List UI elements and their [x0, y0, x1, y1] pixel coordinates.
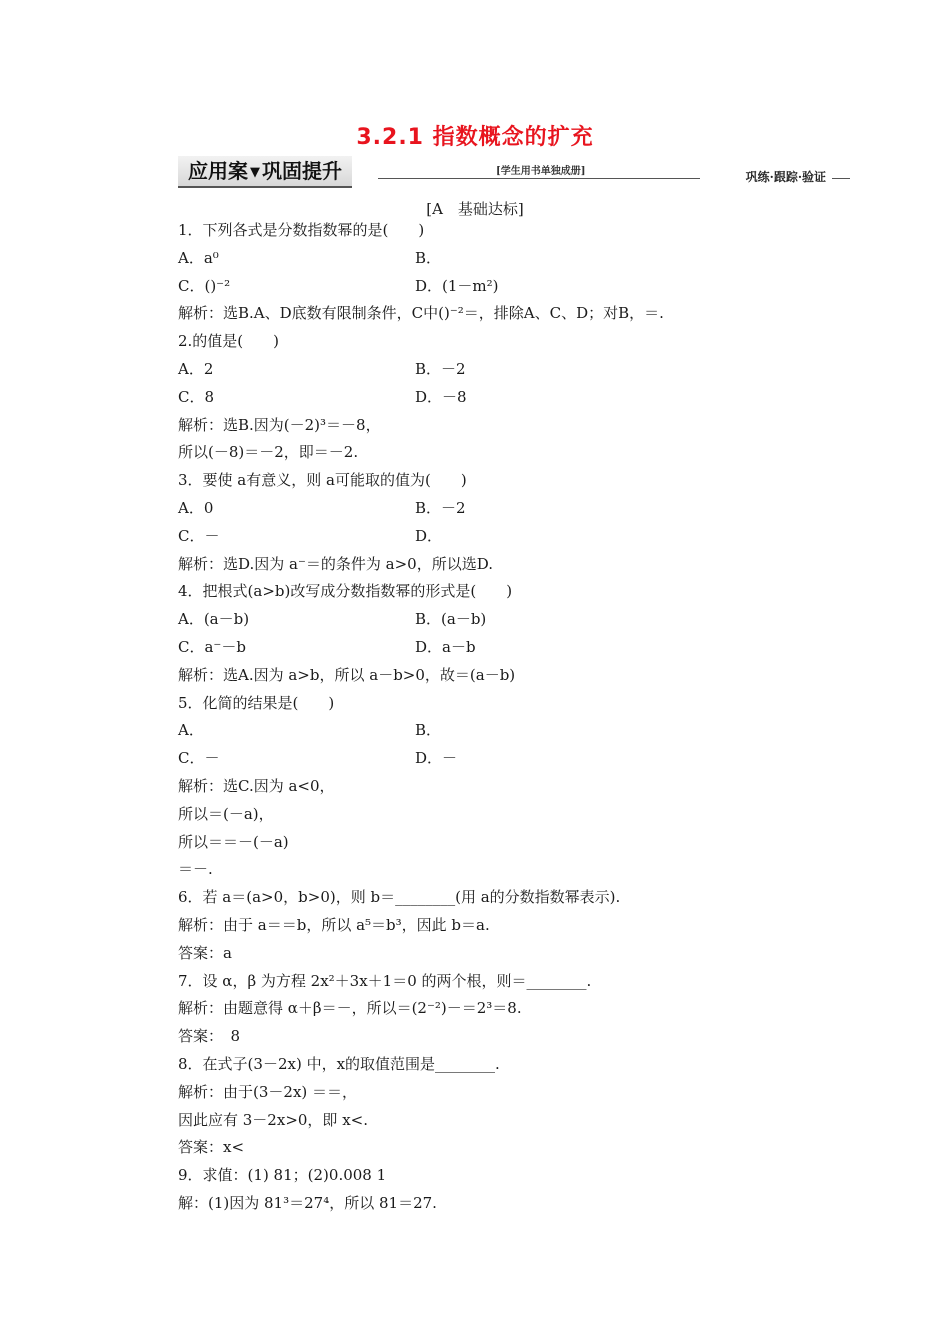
- line-text: 所以(－8)＝－2，即＝－2.: [178, 443, 359, 462]
- text-line: [178, 693, 334, 713]
- banner-tab-right: 巩固提升: [262, 159, 342, 183]
- text-line: [178, 1165, 386, 1185]
- line-text: 3．要使 a有意义，则 a可能取的值为( ): [178, 471, 467, 490]
- section-heading: [A 基础达标]: [426, 200, 524, 218]
- line-text: A．a⁰: [178, 248, 219, 267]
- line-text: 答案：a: [178, 943, 232, 962]
- text-line: [178, 1193, 437, 1213]
- page-title: 3.2.1 指数概念的扩充: [356, 125, 594, 150]
- line-text: 2.的值是( ): [178, 332, 280, 351]
- option-text: D．(1－m²): [415, 276, 499, 295]
- line-text: 解析：由于(3－2x) ＝＝，: [178, 1082, 358, 1101]
- option-text: D．－8: [415, 387, 467, 406]
- triangle-down-icon: ▼: [250, 164, 260, 180]
- text-line: [178, 776, 335, 796]
- line-text: 1．下列各式是分数指数幂的是( ): [178, 221, 425, 239]
- text-line: [178, 554, 493, 574]
- text-line: [178, 720, 442, 740]
- line-text: C．－: [178, 526, 220, 545]
- text-line: [178, 415, 381, 435]
- option-text: B．－2: [415, 499, 466, 517]
- line-text: 所以＝＝－(－a): [178, 832, 289, 851]
- line-text: ＝－.: [178, 860, 213, 879]
- text-line: [178, 331, 279, 351]
- line-text: A．2: [178, 360, 214, 378]
- text-line: [178, 303, 664, 323]
- text-line: [178, 665, 515, 685]
- line-text: 7．设 α，β 为方程 2x²＋3x＋1＝0 的两个根，则＝________.: [178, 971, 592, 990]
- line-text: A．(a－b): [178, 610, 250, 629]
- line-text: 解：(1)因为 81³＝27⁴，所以 81＝27.: [178, 1194, 437, 1212]
- text-line: [178, 442, 358, 462]
- text-line: [178, 1110, 368, 1130]
- text-line: [178, 943, 232, 963]
- line-text: 4．把根式(a>b)改写成分数指数幂的形式是( ): [178, 582, 513, 601]
- banner-rule-tail: [832, 178, 850, 179]
- text-line: [178, 220, 424, 240]
- option-text: B．(a－b): [415, 610, 487, 629]
- line-text: C．8: [178, 387, 215, 406]
- line-text: 因此应有 3－2x>0，即 x<.: [178, 1110, 368, 1129]
- line-text: 解析：选D.因为 a⁻＝的条件为 a>0，所以选D.: [178, 554, 493, 573]
- text-line: [178, 998, 522, 1018]
- option-text: B．: [415, 721, 442, 740]
- banner-tab-left: 应用案: [188, 159, 248, 183]
- line-text: 8．在式子(3－2x) 中，x的取值范围是________.: [178, 1055, 500, 1073]
- text-line: [178, 832, 289, 852]
- line-text: 5．化简的结果是( ): [178, 693, 335, 712]
- line-text: 解析：由于 a＝＝b，所以 a⁵＝b³，因此 b＝a.: [178, 916, 490, 934]
- text-line: [178, 1054, 500, 1074]
- text-line: [178, 387, 467, 407]
- line-text: 9．求值：(1) 81；(2)0.008 1: [178, 1166, 387, 1185]
- text-line: [178, 804, 274, 824]
- option-text: D．－: [415, 749, 458, 768]
- line-text: 解析：选B.因为(－2)³＝－8，: [178, 415, 381, 434]
- line-text: 解析：选A.因为 a>b，所以 a－b>0，故＝(a－b): [178, 665, 516, 684]
- line-text: A．: [178, 721, 204, 740]
- line-text: C．a⁻－b: [178, 638, 246, 656]
- line-text: 答案： 8: [178, 1027, 241, 1046]
- line-text: C．()⁻²: [178, 276, 231, 295]
- text-line: [178, 637, 476, 657]
- text-line: [178, 276, 499, 296]
- text-line: [178, 915, 490, 935]
- line-text: 6．若 a＝(a>0，b>0)，则 b＝________(用 a的分数指数幂表示).: [178, 888, 621, 907]
- text-line: [178, 581, 512, 601]
- line-text: 解析：选C.因为 a<0，: [178, 777, 335, 795]
- section-banner: [178, 152, 850, 192]
- text-line: [178, 859, 213, 879]
- text-line: [178, 498, 466, 518]
- line-text: 所以＝(－a)，: [178, 804, 274, 823]
- banner-rule: [378, 178, 700, 179]
- text-line: [178, 1026, 240, 1046]
- banner-tab: [178, 156, 352, 188]
- text-line: [178, 248, 442, 268]
- option-text: D．: [415, 526, 443, 545]
- text-line: [178, 609, 487, 629]
- text-line: [178, 887, 620, 907]
- text-line: [178, 526, 443, 546]
- banner-note: [学生用书单独成册]: [496, 166, 586, 177]
- banner-tag: 巩练·跟踪·验证: [745, 170, 826, 184]
- text-line: [178, 748, 458, 768]
- text-line: [178, 359, 466, 379]
- line-text: 解析：由题意得 α＋β＝－，所以＝(2⁻²)－＝2³＝8.: [178, 999, 522, 1018]
- line-text: 解析：选B.A、D底数有限制条件，C中()⁻²＝，排除A、C、D；对B，＝.: [178, 304, 664, 323]
- line-text: 答案：x<: [178, 1138, 245, 1157]
- line-text: A．0: [178, 499, 214, 517]
- option-text: B．: [415, 248, 442, 267]
- text-line: [178, 1137, 244, 1157]
- line-text: C．－: [178, 749, 220, 768]
- option-text: D．a－b: [415, 638, 476, 656]
- text-line: [178, 971, 591, 991]
- option-text: B．－2: [415, 360, 466, 378]
- text-line: [178, 470, 467, 490]
- text-line: [178, 1082, 357, 1102]
